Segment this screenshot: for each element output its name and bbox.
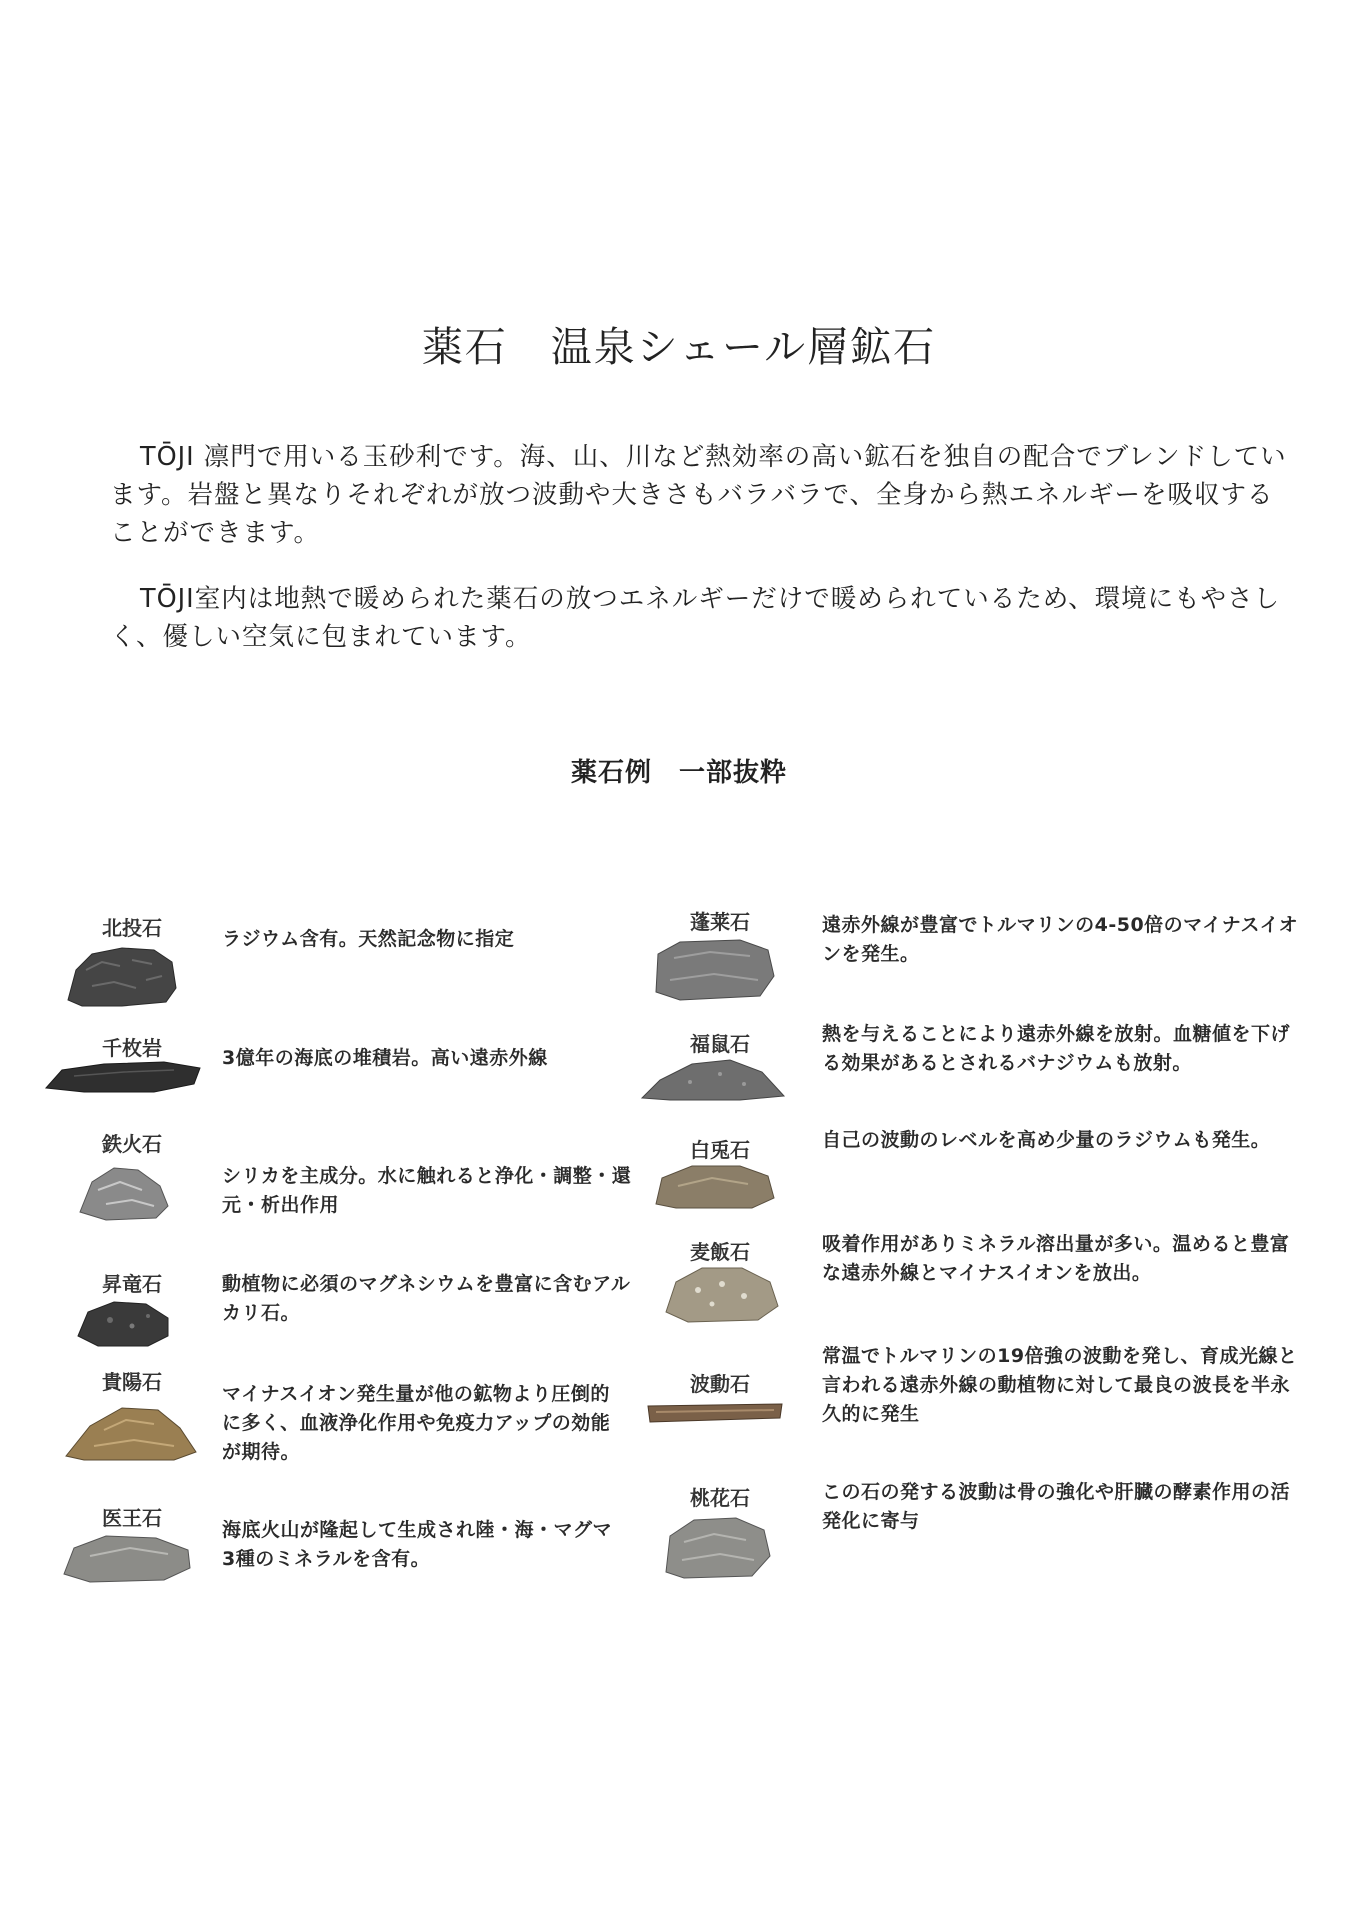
- stone-name: 福鼠石: [690, 1032, 750, 1056]
- rock-icon: [74, 1296, 174, 1348]
- stone-description: 動植物に必須のマグネシウムを豊富に含むアルカリ石。: [222, 1273, 631, 1324]
- section-title: 薬石例 一部抜粋: [570, 758, 787, 788]
- rock-icon: [60, 1530, 196, 1584]
- stone-description: 自己の波動のレベルを高め少量のラジウムも発生。: [822, 1129, 1271, 1151]
- rock-icon: [646, 1400, 784, 1424]
- stone-name: 医王石: [102, 1506, 162, 1530]
- stone-name: 麦飯石: [690, 1240, 750, 1264]
- stone-description: 常温でトルマリンの19倍強の波動を発し、育成光線と言われる遠赤外線の動植物に対して最良の波長を半永久的に発生: [822, 1345, 1298, 1425]
- rock-icon: [650, 936, 778, 1002]
- rock-icon: [662, 1262, 782, 1324]
- rock-icon: [44, 1060, 204, 1094]
- stone-description: 遠赤外線が豊富でトルマリンの4-50倍のマイナスイオンを発生。: [822, 914, 1299, 965]
- stone-name: 蓬莱石: [690, 910, 750, 934]
- rock-icon: [640, 1056, 786, 1102]
- stone-description: 3億年の海底の堆積岩。高い遠赤外線: [222, 1047, 548, 1069]
- stone-description: ラジウム含有。天然記念物に指定: [222, 928, 515, 950]
- stone-description: この石の発する波動は骨の強化や肝臓の酵素作用の活発化に寄与: [822, 1481, 1291, 1532]
- stone-name: 昇竜石: [102, 1272, 162, 1296]
- rock-icon: [62, 940, 182, 1010]
- stone-name: 千枚岩: [102, 1036, 162, 1060]
- stone-name: 白兎石: [690, 1138, 750, 1162]
- stone-name: 桃花石: [690, 1486, 750, 1510]
- page-title: 薬石 温泉シェール層鉱石: [421, 323, 937, 371]
- intro-paragraph-1: TŌJI 凛門で用いる玉砂利です。海、山、川など熱効率の高い鉱石を独自の配合でブレンドしています。岩盤と異なりそれぞれが放つ波動や大きさもバラバラで、全身から熱エネルギーを吸収することができます。: [110, 442, 1287, 548]
- stone-description: シリカを主成分。水に触れると浄化・調整・還元・析出作用: [222, 1165, 632, 1216]
- stone-name: 波動石: [690, 1372, 750, 1396]
- intro-paragraph-2: TŌJI室内は地熱で暖められた薬石の放つエネルギーだけで暖められているため、環境にもやさしく、優しい空気に包まれています。: [110, 584, 1281, 652]
- rock-icon: [76, 1160, 172, 1222]
- stone-description: 海底火山が隆起して生成され陸・海・マグマ3種のミネラルを含有。: [222, 1519, 613, 1570]
- stone-name: 鉄火石: [102, 1132, 162, 1156]
- rock-icon: [64, 1400, 200, 1462]
- stone-description: 吸着作用がありミネラル溶出量が多い。温めると豊富な遠赤外線とマイナスイオンを放出。: [822, 1233, 1290, 1284]
- stone-name: 貴陽石: [102, 1370, 162, 1394]
- stone-description: マイナスイオン発生量が他の鉱物より圧倒的に多く、血液浄化作用や免疫力アップの効能が期待。: [222, 1383, 611, 1463]
- rock-icon: [652, 1162, 778, 1210]
- stone-description: 熱を与えることにより遠赤外線を放射。血糖値を下げる効果があるとされるバナジウムも放射。: [822, 1023, 1291, 1074]
- rock-icon: [660, 1514, 774, 1580]
- stone-name: 北投石: [102, 916, 162, 940]
